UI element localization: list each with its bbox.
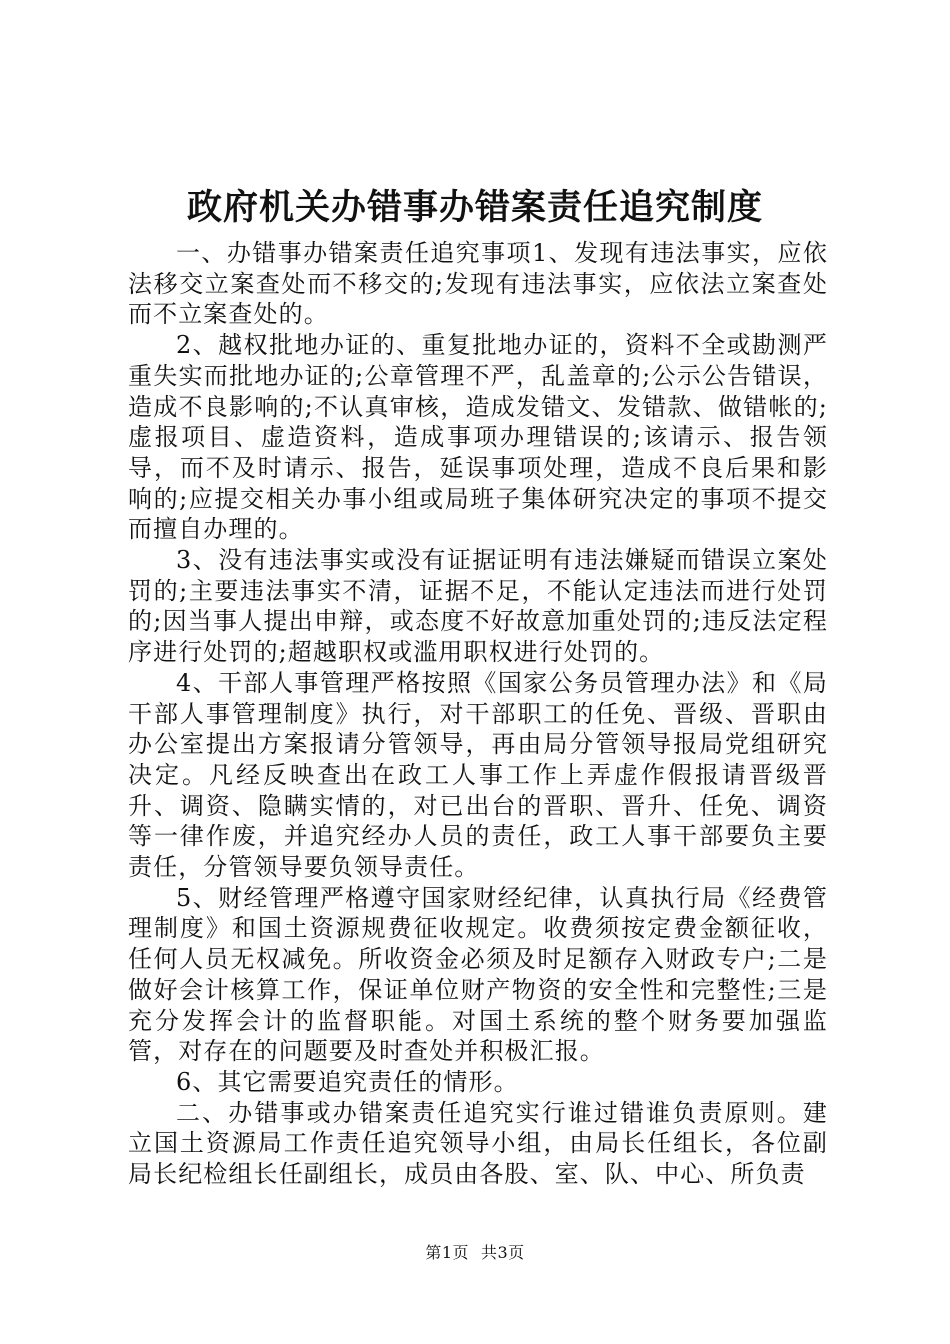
paragraph-5: 5、财经管理严格遵守国家财经纪律，认真执行局《经费管理制度》和国土资源规费征收规定。收费须按定费金额征收，任何人员无权减免。所收资金必须及时足额存入财政专户;二是做好会计核算工作，保证单位财产物资的安全性和完整性;三是充分发挥会计的监督职能。对国土系统的整个财务要加强监管，对存在的问题要及时查处并积极汇报。 bbox=[128, 883, 828, 1066]
page-number: 第1页 bbox=[425, 1243, 469, 1262]
paragraph-2: 2、越权批地办证的、重复批地办证的，资料不全或勘测严重失实而批地办证的;公章管理不严，乱盖章的;公示公告错误，造成不良影响的;不认真审核，造成发错文、发错款、做错帐的;虚报项目、虚造资料，造成事项办理错误的;该请示、报告领导，而不及时请示、报告，延误事项处理，造成不良后果和影响的;应提交相关办事小组或局班子集体研究决定的事项不提交而擅自办理的。 bbox=[128, 331, 828, 544]
paragraph-1: 一、办错事办错案责任追究事项1、发现有违法事实，应依法移交立案查处而不移交的;发现有违法事实，应依法立案查处而不立案查处的。 bbox=[128, 239, 828, 329]
page-footer bbox=[0, 1243, 950, 1263]
paragraph-7: 二、办错事或办错案责任追究实行谁过错谁负责原则。建立国土资源局工作责任追究领导小组，由局长任组长，各位副局长纪检组长任副组长，成员由各股、室、队、中心、所负责 bbox=[128, 1098, 828, 1189]
paragraph-4: 4、干部人事管理严格按照《国家公务员管理办法》和《局干部人事管理制度》执行，对干部职工的任免、晋级、晋职由办公室提出方案报请分管领导，再由局分管领导报局党组研究决定。凡经反映查出在政工人事工作上弄虚作假报请晋级晋升、调资、隐瞒实情的，对已出台的晋职、晋升、任免、调资等一律作废，并追究经办人员的责任，政工人事干部要负主要责任，分管领导要负领导责任。 bbox=[128, 668, 828, 882]
document-title: 政府机关办错事办错案责任追究制度 bbox=[186, 187, 763, 228]
paragraph-6: 6、其它需要追究责任的情形。 bbox=[176, 1067, 519, 1096]
document-body bbox=[128, 238, 828, 1190]
paragraph-3: 3、没有违法事实或没有证据证明有违法嫌疑而错误立案处罚的;主要违法事实不清，证据不足，不能认定违法而进行处罚的;因当事人提出申辩，或态度不好故意加重处罚的;违反法定程序进行处罚的;超越职权或滥用职权进行处罚的。 bbox=[128, 546, 828, 667]
page-total: 共3页 bbox=[481, 1243, 525, 1262]
